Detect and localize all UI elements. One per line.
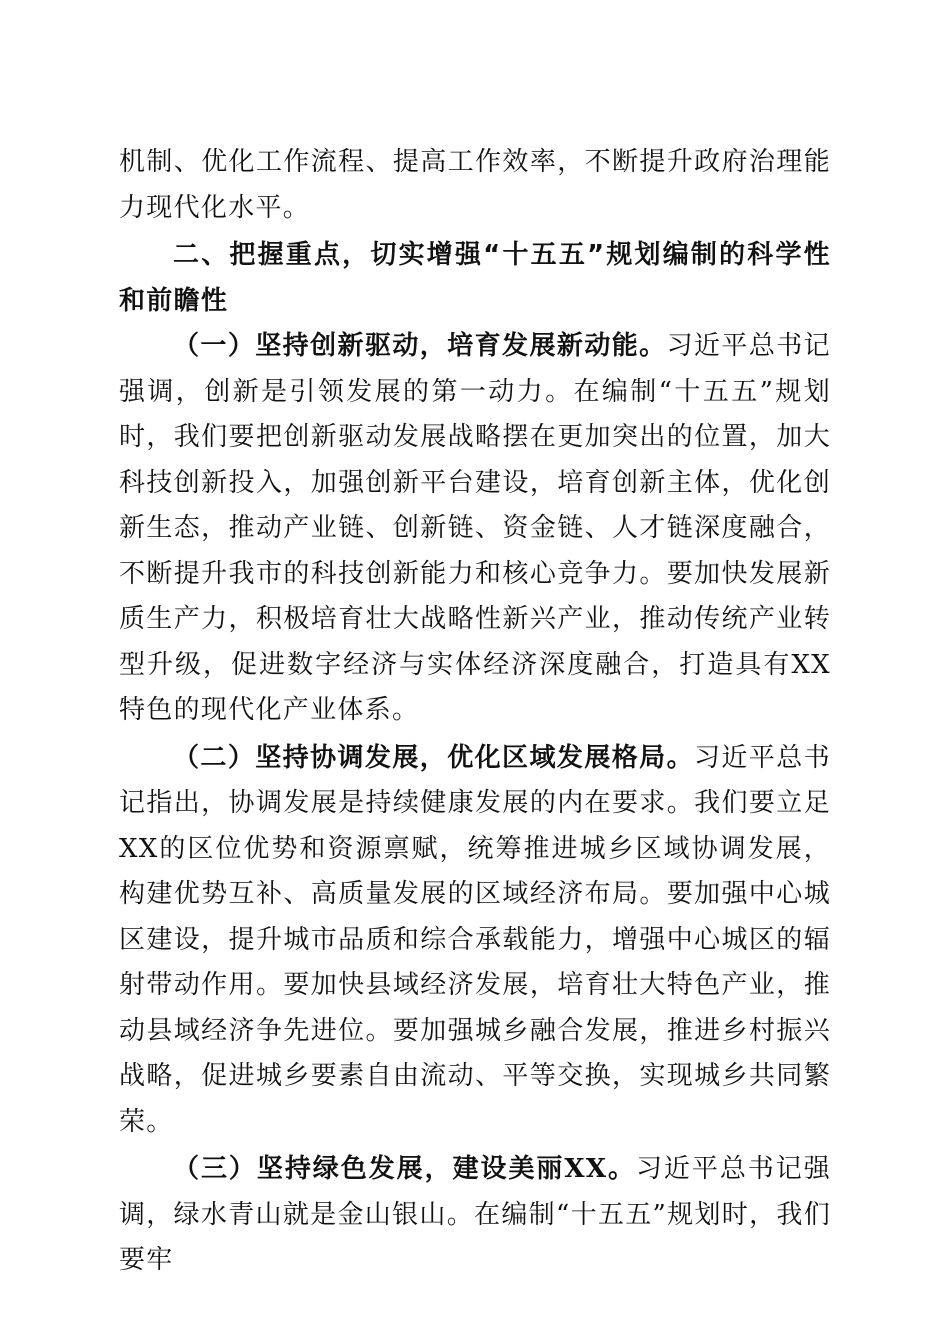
paragraph-innovation — [119, 324, 831, 734]
paragraph-body: 习近平总书记指出，协调发展是持续健康发展的内在要求。我们要立足XX的区位优势和资源禀赋，统筹推进城乡区域协调发展，构建优势互补、高质量发展的区域经济布局。要加强中心城区建设，提升城市品质和综合承载能力，增强中心城区的辐射带动作用。要加快县域经济发展，培育壮大特色产业，推动县域经济争先进位。要加强城乡融合发展，推进乡村振兴战略，促进城乡要素自由流动、平等交换，实现城乡共同繁荣。 — [119, 742, 831, 1137]
paragraph-lead: （二）坚持协调发展，优化区域发展格局。 — [173, 742, 694, 773]
paragraph-body: 习近平总书记强调，创新是引领发展的第一动力。在编制“十五五”规划时，我们要把创新驱动发展战略摆在更加突出的位置，加大科技创新投入，加强创新平台建设，培育创新主体，优化创新生态，推动产业链、创新链、资金链、人才链深度融合，不断提升我市的科技创新能力和核心竞争力。要加快发展新质生产力，积极培育壮大战略性新兴产业，推动传统产业转型升级，促进数字经济与实体经济深度融合，打造具有XX特色的现代化产业体系。 — [119, 331, 831, 725]
paragraph-body: 习近平总书记强调，绿水青山就是金山银山。在编制“十五五”规划时，我们要牢 — [119, 1154, 831, 1275]
paragraph-coordination — [119, 736, 831, 1146]
paragraph-lead: （三）坚持绿色发展，建设美丽XX。 — [173, 1154, 636, 1184]
continuation-paragraph: 机制、优化工作流程、提高工作效率，不断提升政府治理能力现代化水平。 — [119, 147, 831, 223]
paragraph-lead: （一）坚持创新驱动，培育发展新动能。 — [173, 331, 667, 361]
section-heading: 二、把握重点，切实增强“十五五”规划编制的科学性和前瞻性 — [119, 240, 831, 316]
paragraph-green — [119, 1147, 831, 1284]
document-page — [119, 140, 831, 1284]
